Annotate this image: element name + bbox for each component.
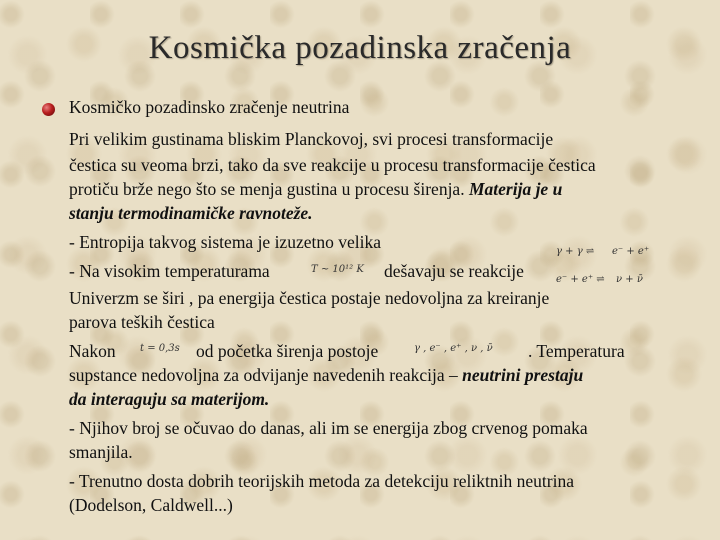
temperature-formula: T ~ 10¹² K xyxy=(311,264,364,275)
text-line: dešavaju se reakcije xyxy=(384,261,524,281)
text-line: Pri velikim gustinama bliskim Planckovoj, svi procesi transformacije xyxy=(69,129,554,149)
text-line: parova teških čestica xyxy=(69,312,215,332)
bullet-icon xyxy=(42,103,55,116)
reaction-formula: e⁻ + e⁺ xyxy=(612,246,650,257)
text-line: - Trenutno dosta dobrih teorijskih metoda za detekciju reliktnih neutrina xyxy=(69,471,574,491)
text-line xyxy=(69,364,583,386)
text-line: od početka širenja postoje xyxy=(196,341,379,361)
text-line: (Dodelson, Caldwell...) xyxy=(69,495,233,515)
time-formula: t = 0,3s xyxy=(140,343,180,354)
text-line: čestica su veoma brzi, tako da sve reakcije u procesu transformacije čestica xyxy=(69,155,596,175)
text-line: - Njihov broj se očuvao do danas, ali im se energija zbog crvenog pomaka xyxy=(69,418,588,438)
emphasis-text: Materija je u xyxy=(468,179,563,199)
particles-formula: γ , e⁻ , e⁺ , ν , ν̄ xyxy=(414,343,493,354)
heading-line: Kosmičko pozadinsko zračenje neutrina xyxy=(69,97,350,117)
text-line: Nakon xyxy=(69,341,116,361)
text-line xyxy=(69,178,562,200)
emphasis-line: stanju termodinamičke ravnoteže. xyxy=(69,203,313,223)
text-span: supstance nedovoljna za odvijanje navedenih reakcija – xyxy=(69,365,458,385)
text-line: Univerzm se širi , pa energija čestica postaje nedovoljna za kreiranje xyxy=(69,288,550,308)
emphasis-line: da interaguju sa materijom. xyxy=(69,389,270,409)
reaction-formula: γ + γ ⇌ xyxy=(556,246,595,257)
reaction-formula: ν + ν̄ xyxy=(616,274,643,285)
text-line: . Temperatura xyxy=(528,341,625,361)
emphasis-text: neutrini prestaju xyxy=(462,365,584,385)
text-span: protiču brže nego što se menja gustina u procesu širenja. xyxy=(69,179,465,199)
text-line: smanjila. xyxy=(69,442,133,462)
text-line: - Entropija takvog sistema je izuzetno velika xyxy=(69,232,381,252)
reaction-formula: e⁻ + e⁺ ⇌ xyxy=(556,274,605,285)
slide-title: Kosmička pozadinska zračenja xyxy=(148,30,572,66)
text-line: - Na visokim temperaturama xyxy=(69,261,270,281)
